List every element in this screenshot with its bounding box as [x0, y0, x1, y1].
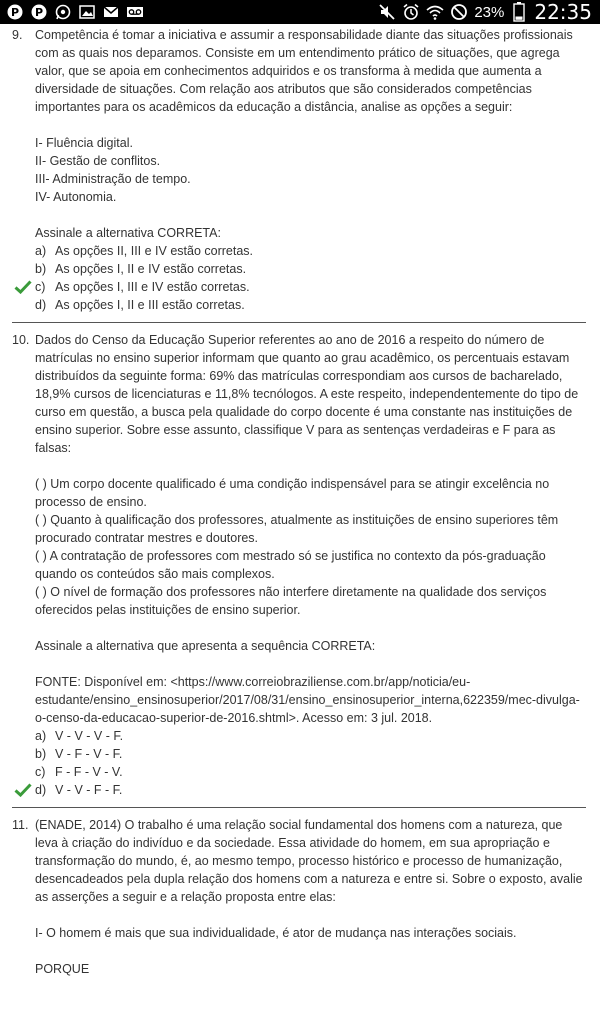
question-paragraph: (ENADE, 2014) O trabalho é uma relação social fundamental dos homens com a natureza, que leva à criação do indivíduo e da sociedade. Essa atividade do homem, em sua apropriação e transformação do mundo, é, ao mesmo tempo, processo histórico e processo de humanização, desencadeados pela dupla relação dos homens com a natureza e entre si. Sobre o exposto, avalie as asserções a seguir e a relação proposta entre elas:: [35, 818, 583, 904]
option-letter: b): [35, 747, 47, 761]
checkmark-icon: [14, 280, 32, 294]
option-text: V - F - V - F.: [55, 747, 123, 761]
option-a[interactable]: [0, 242, 600, 260]
wifi-icon: [426, 3, 444, 21]
question-11: [0, 816, 600, 978]
option-letter: a): [35, 244, 47, 258]
option-text: As opções I, II e IV estão corretas.: [55, 262, 247, 276]
pinterest-icon: [6, 3, 24, 21]
assertion-1: I- O homem é mais que sua individualidade, é ator de mudança nas interações sociais.: [35, 926, 517, 940]
voicemail-icon: [126, 3, 144, 21]
gmail-icon: [102, 3, 120, 21]
whatsapp-icon: [54, 3, 72, 21]
question-number: 11.: [12, 818, 29, 832]
quiz-content[interactable]: [0, 24, 600, 1024]
option-letter: a): [35, 729, 47, 743]
question-9: [0, 26, 600, 314]
option-b[interactable]: [0, 260, 600, 278]
question-paragraph: Assinale a alternativa que apresenta a sequência CORRETA:: [35, 639, 376, 653]
image-icon: [78, 3, 96, 21]
battery-percent: 23%: [474, 3, 505, 21]
spacer: [35, 457, 586, 475]
statement-3: ( ) A contratação de professores com mestrado só se justifica no contexto da pós-graduação quando os conteúdos são mais complexos.: [35, 549, 546, 581]
source-citation: FONTE: Disponível em: <https://www.correiobraziliense.com.br/app/noticia/eu-estudante/ensino_ensinosuperior/2017/08/31/ensino_ensinosuperior_interna,622359/mec-divulga-o-censo-da-educacao-superior-de-2016.shtml>. Acesso em: 3 jul. 2018.: [35, 675, 580, 725]
options-list: [0, 727, 600, 799]
option-a[interactable]: [0, 727, 600, 745]
options-list: [0, 242, 600, 314]
question-text: [35, 816, 586, 978]
option-d[interactable]: [0, 296, 600, 314]
statement-2: ( ) Quanto à qualificação dos professores, atualmente as instituições de ensino superiores têm procurado contratar mestres e doutores.: [35, 513, 559, 545]
question-paragraph: IV- Autonomia.: [35, 190, 117, 204]
question-paragraph: II- Gestão de conflitos.: [35, 154, 161, 168]
spacer: [35, 206, 586, 224]
status-bar: [0, 0, 600, 24]
option-text: As opções II, III e IV estão corretas.: [55, 244, 254, 258]
spacer: [35, 619, 586, 637]
alarm-icon: [402, 3, 420, 21]
clock: 22:35: [534, 0, 592, 24]
spacer: [35, 116, 586, 134]
checkmark-icon: [14, 783, 32, 797]
option-text: V - V - F - F.: [55, 783, 123, 797]
divider: [12, 807, 586, 808]
question-paragraph: I- Fluência digital.: [35, 136, 133, 150]
option-c[interactable]: [0, 278, 600, 296]
option-d[interactable]: [0, 781, 600, 799]
svg-text:P: P: [34, 6, 44, 19]
spacer: [35, 942, 586, 960]
question-paragraph: Dados do Censo da Educação Superior referentes ao ano de 2016 a respeito do número de matrículas no ensino superior informam que quanto ao grau acadêmico, os percentuais estavam distribuídos da seguinte forma: 69% das matrículas correspondiam aos cursos de bacharelado, 18,9% cursos de licenciaturas e 11,8% tecnólogos. A este respeito, independentemente do tipo de curso em questão, a busca pela qualidade do corpo docente é uma constante nas instituições de ensino superior. Sobre esse assunto, classifique V para as sentenças verdadeiras e F para as falsas:: [35, 333, 579, 455]
statement-1: ( ) Um corpo docente qualificado é uma condição indispensável para se atingir excelência no processo de ensino.: [35, 477, 550, 509]
svg-text:P: P: [10, 6, 20, 19]
spacer: [35, 655, 586, 673]
option-text: As opções I, III e IV estão corretas.: [55, 280, 250, 294]
notification-icons: [0, 3, 144, 21]
option-letter: b): [35, 262, 47, 276]
question-paragraph: III- Administração de tempo.: [35, 172, 191, 186]
divider: [12, 322, 586, 323]
option-text: F - F - V - V.: [55, 765, 123, 779]
question-number: 10.: [12, 333, 30, 347]
option-b[interactable]: [0, 745, 600, 763]
pinterest-icon: [30, 3, 48, 21]
connector-text: PORQUE: [35, 962, 90, 976]
question-paragraph: Competência é tomar a iniciativa e assumir a responsabilidade diante das situações profissionais com as quais nos deparamos. Consiste em um entendimento prático de situações, que agrega valor, que se apoia em conhecimentos adquiridos e os transforma à medida que aumenta a diversidade de situações. Com relação aos atributos que são considerados competências importantes para os acadêmicos da educação a distância, analise as opções a seguir:: [35, 28, 573, 114]
system-status: [378, 0, 600, 24]
question-text: [35, 26, 586, 242]
option-letter: c): [35, 765, 46, 779]
spacer: [35, 906, 586, 924]
question-number: 9.: [12, 28, 23, 42]
option-letter: d): [35, 298, 47, 312]
battery-icon: [510, 3, 528, 21]
option-letter: c): [35, 280, 46, 294]
mute-icon: [378, 3, 396, 21]
question-10: [0, 331, 600, 799]
question-text: [35, 331, 586, 727]
do-not-disturb-icon: [450, 3, 468, 21]
question-paragraph: Assinale a alternativa CORRETA:: [35, 226, 221, 240]
option-letter: d): [35, 783, 47, 797]
option-text: V - V - V - F.: [55, 729, 124, 743]
option-text: As opções I, II e III estão corretas.: [55, 298, 245, 312]
statement-4: ( ) O nível de formação dos professores não interfere diretamente na qualidade dos serviços oferecidos pelas instituições de ensino superior.: [35, 585, 547, 617]
option-c[interactable]: [0, 763, 600, 781]
